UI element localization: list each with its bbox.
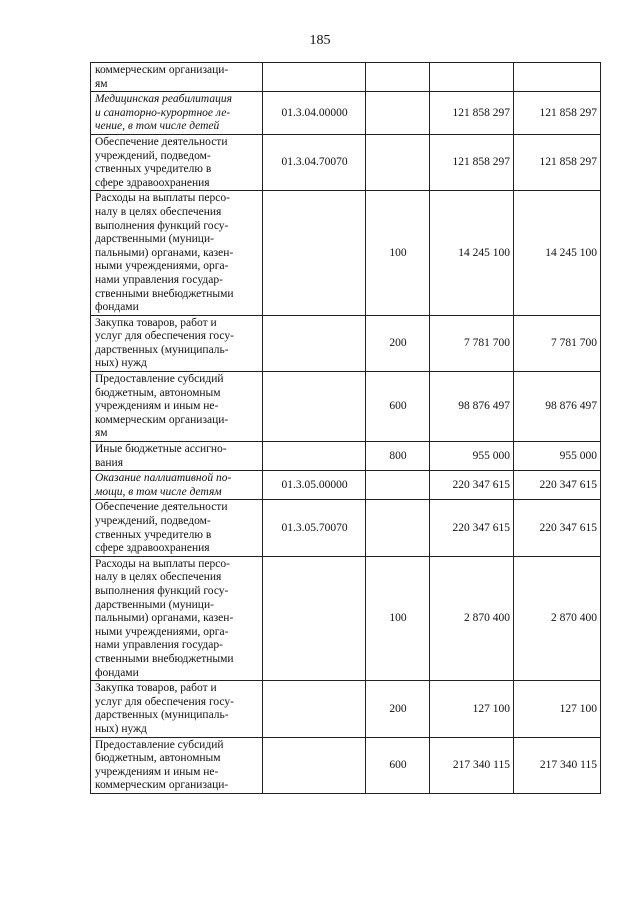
amount-year-2-cell: 121 858 297 xyxy=(514,92,601,135)
target-article-code-cell: 01.3.04.00000 xyxy=(263,92,366,135)
table-row xyxy=(91,134,601,190)
amount-year-2-cell: 2 870 400 xyxy=(514,556,601,680)
expense-name-line: учреждений, подведом- xyxy=(95,515,211,527)
expense-name-line: учреждениям и иным не- xyxy=(95,765,219,778)
expense-name-line: Предоставление субсидий xyxy=(95,373,224,386)
expense-name-line: учреждениям и иным не- xyxy=(95,400,219,413)
expense-name-line: и санаторно-курортное ле- xyxy=(95,106,231,119)
amount-year-1-cell: 2 870 400 xyxy=(430,556,514,680)
expense-name-line: ными учреждениями, орга- xyxy=(95,260,229,273)
amount-year-1-cell: 98 876 497 xyxy=(430,372,514,442)
expense-name-line: бюджетным, автономным xyxy=(95,752,221,765)
amount-year-2-cell: 127 100 xyxy=(514,681,601,737)
expense-type-cell: 200 xyxy=(366,681,430,737)
expense-name-line: ными учреждениями, орга- xyxy=(95,625,229,638)
expense-name-line: выполнения функций госу- xyxy=(95,584,229,597)
target-article-code-cell xyxy=(263,681,366,737)
expense-type-cell xyxy=(366,134,430,190)
expense-name-line: Обеспечение деятельности xyxy=(95,135,228,148)
expense-name-line: услуг для обеспечения госу- xyxy=(95,695,234,708)
expense-name-line: Иные бюджетные ассигно- xyxy=(95,443,227,456)
expense-name-line: налу в целях обеспечения xyxy=(95,571,222,584)
amount-year-1-cell: 220 347 615 xyxy=(430,471,514,500)
expense-name-line: пальными) органами, казен- xyxy=(95,612,234,625)
expense-type-cell: 600 xyxy=(366,737,430,793)
table-row xyxy=(91,681,601,737)
amount-year-2-cell: 14 245 100 xyxy=(514,191,601,315)
table-row xyxy=(91,471,601,500)
expense-name-cell xyxy=(91,471,263,500)
expense-name-line: Расходы на выплаты персо- xyxy=(95,557,230,570)
amount-year-1-cell: 14 245 100 xyxy=(430,191,514,315)
budget-table-body xyxy=(91,63,601,794)
expense-name-cell xyxy=(91,372,263,442)
expense-name-line: дарственных (муниципаль- xyxy=(95,709,229,722)
table-row xyxy=(91,442,601,471)
target-article-code-cell: 01.3.05.00000 xyxy=(263,471,366,500)
target-article-code-cell xyxy=(263,556,366,680)
expense-name-line: Обеспечение деятельности xyxy=(95,501,228,514)
table-row xyxy=(91,63,601,92)
expense-name-line: нами управления государ- xyxy=(95,639,223,652)
expense-name-line: дарственными (муници- xyxy=(95,233,214,246)
expense-type-cell: 100 xyxy=(366,191,430,315)
expense-type-cell: 600 xyxy=(366,372,430,442)
expense-name-cell xyxy=(91,63,263,92)
expense-name-line: пальными) органами, казен- xyxy=(95,246,234,259)
target-article-code-cell xyxy=(263,63,366,92)
expense-name-line: вания xyxy=(95,456,123,469)
amount-year-2-cell: 7 781 700 xyxy=(514,315,601,371)
expense-type-cell: 800 xyxy=(366,442,430,471)
expense-name-cell xyxy=(91,556,263,680)
target-article-code-cell xyxy=(263,737,366,793)
amount-year-2-cell: 220 347 615 xyxy=(514,471,601,500)
amount-year-2-cell: 955 000 xyxy=(514,442,601,471)
expense-type-cell: 200 xyxy=(366,315,430,371)
expense-name-cell xyxy=(91,191,263,315)
expense-type-cell xyxy=(366,92,430,135)
amount-year-2-cell: 217 340 115 xyxy=(514,737,601,793)
expense-name-line: ственных учредителю в xyxy=(95,163,212,176)
expense-name-line: Расходы на выплаты персо- xyxy=(95,192,230,205)
table-row xyxy=(91,556,601,680)
expense-name-cell xyxy=(91,315,263,371)
expense-name-line: ям xyxy=(95,77,108,90)
amount-year-1-cell: 217 340 115 xyxy=(430,737,514,793)
table-row xyxy=(91,315,601,371)
expense-name-line: ных) нужд xyxy=(95,722,147,735)
expense-name-line: коммерческим организаци- xyxy=(95,779,229,792)
amount-year-1-cell: 220 347 615 xyxy=(430,500,514,556)
expense-name-line: Закупка товаров, работ и xyxy=(95,682,217,695)
expense-name-line: нами управления государ- xyxy=(95,273,223,286)
amount-year-1-cell xyxy=(430,63,514,92)
table-row xyxy=(91,191,601,315)
amount-year-1-cell: 955 000 xyxy=(430,442,514,471)
target-article-code-cell xyxy=(263,372,366,442)
target-article-code-cell: 01.3.05.70070 xyxy=(263,500,366,556)
expense-name-line: ям xyxy=(95,427,108,440)
expense-type-cell xyxy=(366,63,430,92)
expense-name-line: мощи, в том числе детям xyxy=(95,485,222,498)
expense-name-line: Предоставление субсидий xyxy=(95,738,224,751)
amount-year-1-cell: 127 100 xyxy=(430,681,514,737)
expense-name-cell xyxy=(91,92,263,135)
expense-name-line: чение, в том числе детей xyxy=(95,120,220,133)
expense-name-cell xyxy=(91,500,263,556)
expense-type-cell xyxy=(366,500,430,556)
amount-year-2-cell xyxy=(514,63,601,92)
target-article-code-cell xyxy=(263,442,366,471)
expense-name-cell xyxy=(91,737,263,793)
target-article-code-cell xyxy=(263,315,366,371)
expense-name-line: учреждений, подведом- xyxy=(95,149,211,162)
amount-year-1-cell: 121 858 297 xyxy=(430,92,514,135)
table-row xyxy=(91,500,601,556)
expense-name-line: бюджетным, автономным xyxy=(95,386,221,399)
expense-type-cell xyxy=(366,471,430,500)
target-article-code-cell: 01.3.04.70070 xyxy=(263,134,366,190)
expense-name-cell xyxy=(91,681,263,737)
expense-name-line: ных) нужд xyxy=(95,357,147,370)
amount-year-2-cell: 98 876 497 xyxy=(514,372,601,442)
amount-year-1-cell: 7 781 700 xyxy=(430,315,514,371)
expense-name-line: дарственными (муници- xyxy=(95,598,214,611)
expense-name-line: дарственных (муниципаль- xyxy=(95,343,229,356)
target-article-code-cell xyxy=(263,191,366,315)
expense-name-line: сфере здравоохранения xyxy=(95,542,210,555)
expense-name-line: ственных учредителю в xyxy=(95,528,212,541)
expense-name-line: Оказание паллиативной по- xyxy=(95,472,232,485)
expense-name-line: ственными внебюджетными xyxy=(95,652,234,665)
expense-name-line: сфере здравоохранения xyxy=(95,176,210,189)
page-number: 185 xyxy=(309,33,331,48)
expense-name-line: коммерческим организаци- xyxy=(95,413,229,426)
amount-year-2-cell: 121 858 297 xyxy=(514,134,601,190)
expense-name-cell xyxy=(91,442,263,471)
expense-name-line: налу в целях обеспечения xyxy=(95,205,222,218)
expense-name-line: фондами xyxy=(95,666,139,679)
expense-type-cell: 100 xyxy=(366,556,430,680)
amount-year-1-cell: 121 858 297 xyxy=(430,134,514,190)
table-row xyxy=(91,372,601,442)
expense-name-cell xyxy=(91,134,263,190)
expense-name-line: услуг для обеспечения госу- xyxy=(95,330,234,343)
expense-name-line: Медицинская реабилитация xyxy=(95,93,232,106)
expense-name-line: ственными внебюджетными xyxy=(95,287,234,300)
table-row xyxy=(91,737,601,793)
budget-table xyxy=(90,62,601,794)
expense-name-line: фондами xyxy=(95,301,139,314)
expense-name-line: выполнения функций госу- xyxy=(95,219,229,232)
table-row xyxy=(91,92,601,135)
expense-name-line: Закупка товаров, работ и xyxy=(95,316,217,329)
expense-name-line: коммерческим организаци- xyxy=(95,64,229,76)
amount-year-2-cell: 220 347 615 xyxy=(514,500,601,556)
